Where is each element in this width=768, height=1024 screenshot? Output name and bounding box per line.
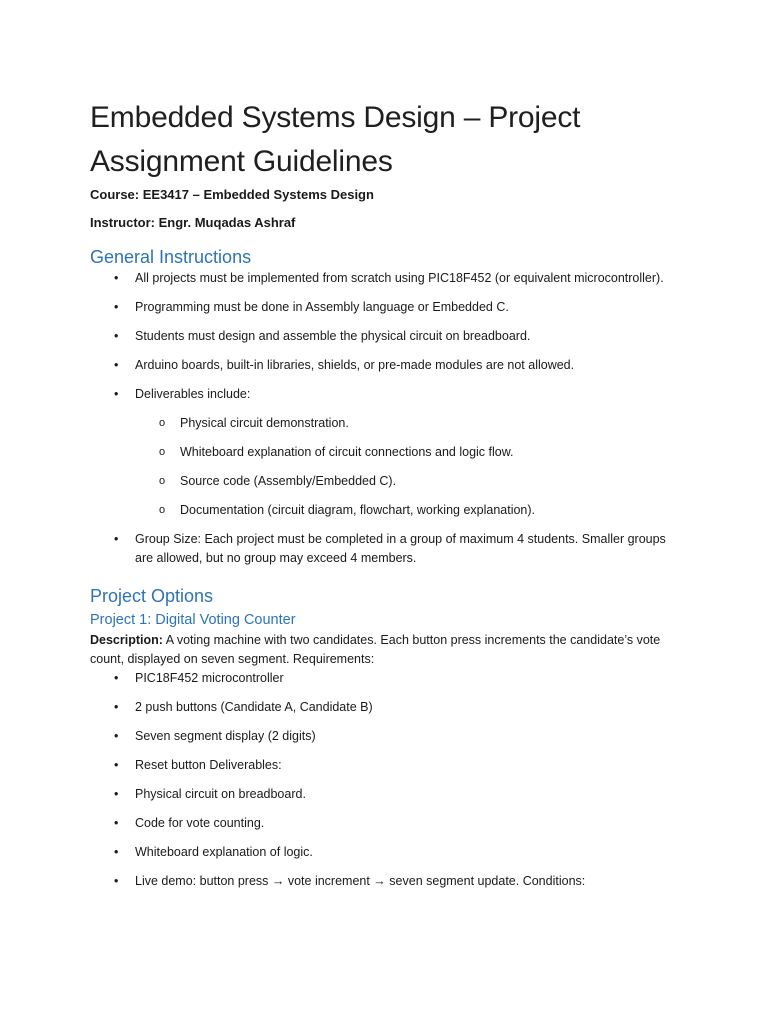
list-item-text: Deliverables include: (135, 387, 251, 401)
list-item (90, 872, 680, 891)
bullet-icon: • (114, 816, 119, 830)
sub-list-item-text: Documentation (circuit diagram, flowchart, working explanation). (180, 503, 536, 517)
list-item-text: Reset button Deliverables: (135, 758, 282, 772)
bullet-icon: • (114, 358, 119, 372)
list-item-text: Seven segment display (2 digits) (135, 729, 316, 743)
bullet-icon: • (114, 271, 119, 285)
description-label: Description: (90, 633, 163, 647)
list-item (90, 698, 680, 717)
title-line-1: Embedded Systems Design – Project (90, 101, 581, 134)
list-item (90, 356, 680, 375)
circle-bullet-icon: o (159, 475, 166, 487)
bullet-icon: • (114, 729, 119, 743)
list-item-text: Whiteboard explanation of logic. (135, 845, 313, 859)
list-item (90, 785, 680, 804)
list-item (90, 327, 680, 346)
list-item-text: Arduino boards, built-in libraries, shields, or pre-made modules are not allowed. (135, 358, 575, 372)
circle-bullet-icon: o (159, 446, 166, 458)
bullet-icon: • (114, 671, 119, 685)
list-item-text: Students must design and assemble the physical circuit on breadboard. (135, 329, 531, 343)
list-item (90, 530, 680, 568)
list-item (90, 269, 680, 288)
list-item-text: Programming must be done in Assembly language or Embedded C. (135, 300, 509, 314)
circle-bullet-icon: o (159, 504, 166, 516)
bullet-icon: • (114, 874, 119, 888)
sub-list-item (135, 414, 680, 433)
instructor-line: Instructor: Engr. Muqadas Ashraf (90, 215, 296, 230)
bullet-icon: • (114, 300, 119, 314)
list-item-text: 2 push buttons (Candidate A, Candidate B) (135, 700, 373, 714)
project-1-heading: Project 1: Digital Voting Counter (90, 612, 296, 628)
list-item-text: Code for vote counting. (135, 816, 265, 830)
list-item (90, 669, 680, 688)
general-instructions-list (90, 269, 690, 568)
bullet-icon: • (114, 845, 119, 859)
bullet-icon: • (114, 387, 119, 401)
list-item (90, 814, 680, 833)
course-line: Course: EE3417 – Embedded Systems Design (90, 187, 374, 202)
list-item-text: Physical circuit on breadboard. (135, 787, 306, 801)
list-item-text: PIC18F452 microcontroller (135, 671, 284, 685)
list-item-text: Live demo: button press → vote increment → seven segment update. Conditions: (135, 874, 586, 888)
description-text: A voting machine with two candidates. Each button press increments the candidate’s vote count, displayed on seven segment. Requirements: (90, 633, 661, 666)
sub-list-item (135, 501, 680, 520)
list-item (90, 298, 680, 317)
list-item (90, 756, 680, 775)
project-options-heading: Project Options (90, 586, 214, 606)
document-title (90, 96, 690, 184)
document-page (90, 96, 690, 901)
project-1-description (90, 631, 680, 669)
list-item-text: All projects must be implemented from scratch using PIC18F452 (or equivalent microcontroller). (135, 271, 664, 285)
bullet-icon: • (114, 532, 119, 546)
bullet-icon: • (114, 787, 119, 801)
bullet-icon: • (114, 700, 119, 714)
sub-list-item-text: Source code (Assembly/Embedded C). (180, 474, 397, 488)
sub-list-item-text: Whiteboard explanation of circuit connections and logic flow. (180, 445, 514, 459)
list-item (90, 727, 680, 746)
deliverables-list (135, 414, 680, 520)
list-item (90, 843, 680, 862)
sub-list-item (135, 472, 680, 491)
list-item-text: Group Size: Each project must be completed in a group of maximum 4 students. Smaller groups are allowed, but no group may exceed 4 members. (135, 532, 666, 565)
general-instructions-heading: General Instructions (90, 247, 252, 267)
bullet-icon: • (114, 329, 119, 343)
sub-list-item (135, 443, 680, 462)
project-1-requirements-list (90, 669, 690, 891)
bullet-icon: • (114, 758, 119, 772)
title-line-2: Assignment Guidelines (90, 145, 393, 178)
sub-list-item-text: Physical circuit demonstration. (180, 416, 349, 430)
circle-bullet-icon: o (159, 417, 166, 429)
list-item (90, 385, 680, 520)
